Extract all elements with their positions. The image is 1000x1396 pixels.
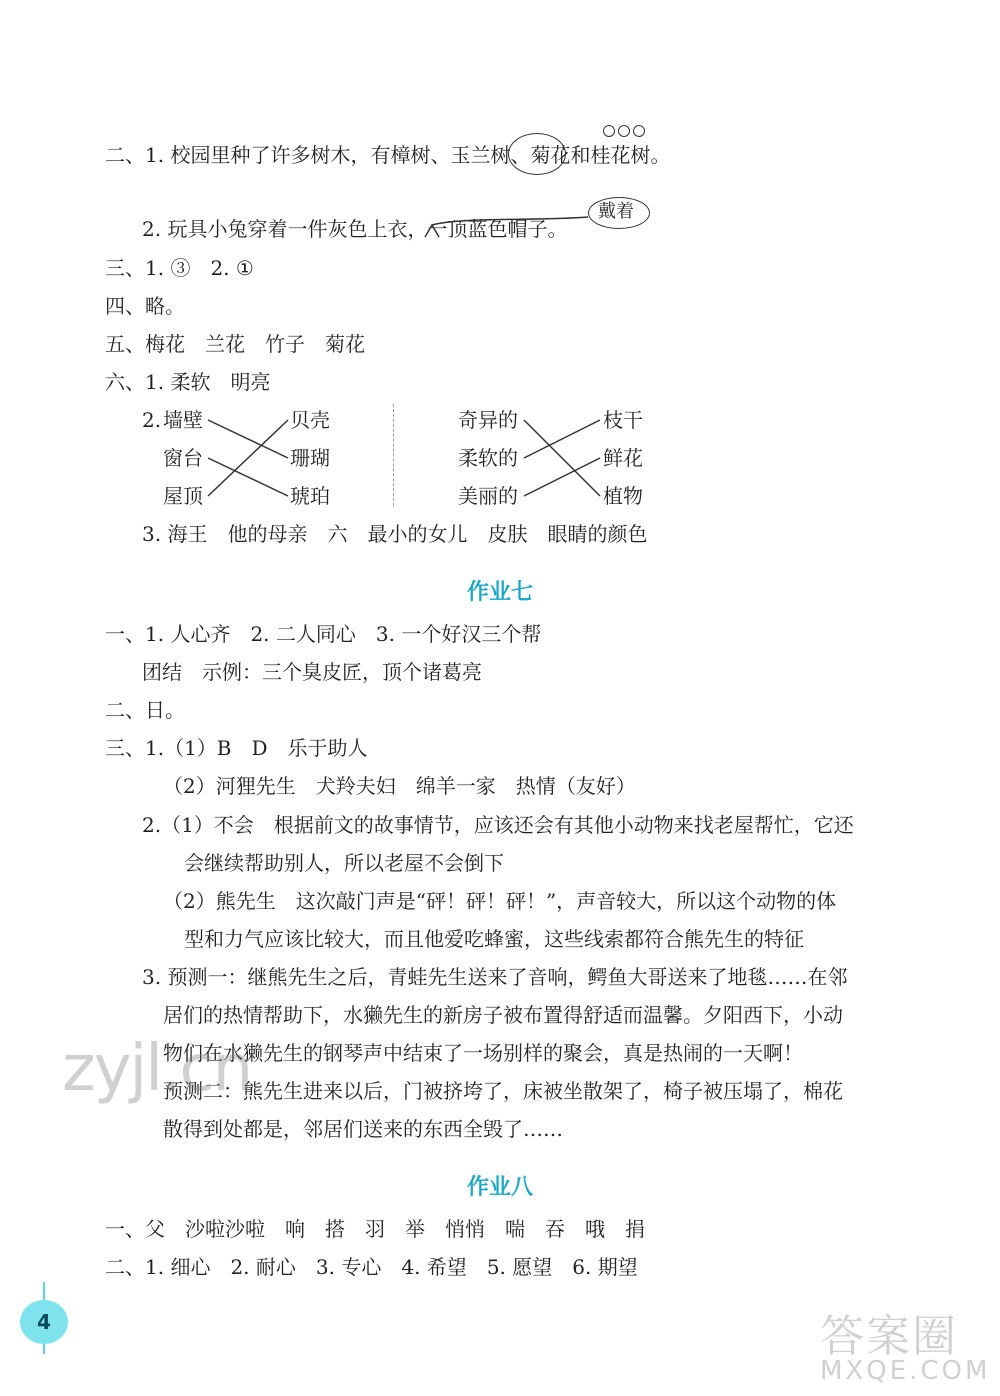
answer-item: 最小的女儿 [367, 522, 468, 546]
answer-item: 明亮 [230, 370, 271, 394]
answer-line: 居们的热情帮助下，水獭先生的新房子被布置得舒适而温馨。夕阳西下，小动 [163, 1003, 843, 1027]
insert-arrow [420, 213, 590, 239]
match-right-b: 枝干 [603, 408, 643, 432]
answer-item: 皮肤 [487, 522, 528, 546]
page-number: 4 [37, 1310, 51, 1334]
answer-item: 3. 海王 [142, 522, 208, 546]
dot-mark [603, 125, 615, 137]
answer-item: 2. 耐心 [230, 1255, 296, 1279]
answer-line [105, 256, 254, 280]
match-left-a: 屋顶 [163, 484, 203, 508]
section-title: 作业七 [466, 579, 533, 605]
answer-item: 3. 专心 [315, 1255, 382, 1279]
answer-line: 物们在水獭先生的钢琴声中结束了一场别样的聚会，真是热闹的一天啊！ [163, 1041, 803, 1065]
answer-item: 一、父 [105, 1217, 165, 1241]
match-left-b: 珊瑚 [290, 446, 330, 470]
answer-line: （2）熊先生 这次敲门声是“砰！砰！砰！”，声音较大，所以这个动物的体 [163, 889, 837, 913]
answer-item: 三、1. ③ [105, 256, 191, 280]
insert-word: 戴着 [598, 201, 634, 222]
answer-line [142, 522, 647, 546]
answer-item: 团结 [142, 660, 182, 684]
watermark-right-en: MXQE.COM [820, 1356, 991, 1386]
answer-item: 犬羚夫妇 [315, 774, 396, 798]
match-right-a: 柔软的 [458, 446, 518, 470]
divider [393, 404, 394, 506]
answer-line: 2. 玩具小兔穿着一件灰色上衣，一顶蓝色帽子。 [142, 217, 568, 241]
answer-item: 绵羊一家 [415, 774, 496, 798]
match-left-a: 墙壁 [163, 408, 203, 432]
answer-line [105, 1255, 638, 1279]
dot-mark [633, 125, 645, 137]
answer-line: 二、日。 [105, 698, 185, 722]
answer-item: 六、1. 柔软 [105, 370, 211, 394]
answer-item: 二、1. 细心 [105, 1255, 211, 1279]
watermark-left: zyjl.cn [62, 1032, 252, 1106]
answer-item: 羽 [365, 1217, 385, 1241]
answer-item: 热情（友好） [515, 774, 636, 798]
answer-item: 乐于助人 [287, 736, 368, 760]
answer-item: 兰花 [205, 332, 245, 356]
answer-item: 4. 希望 [401, 1255, 467, 1279]
answer-item: D [251, 736, 268, 760]
answer-line: 散得到处都是，邻居们送来的东西全毁了…… [163, 1117, 563, 1141]
answer-item: 三、1.（1）B [105, 736, 232, 760]
answer-item: 眼睛的颜色 [547, 522, 648, 546]
match-right-a: 奇异的 [458, 408, 518, 432]
match-right-b: 植物 [603, 484, 643, 508]
answer-line [105, 622, 541, 646]
circle-mark [508, 133, 566, 175]
page-number-badge [20, 1300, 68, 1344]
answer-item: 响 [285, 1217, 305, 1241]
match-lines-right [518, 404, 608, 508]
answer-item: 悄悄 [445, 1217, 485, 1241]
watermark-right-cn: 答案圈 [820, 1311, 958, 1362]
answer-line: 会继续帮助别人，所以老屋不会倒下 [184, 851, 504, 875]
match-right-a: 美丽的 [458, 484, 518, 508]
match-right-b: 鲜花 [603, 446, 643, 470]
answer-item: 他的母亲 [227, 522, 308, 546]
answer-item: 吞 [545, 1217, 565, 1241]
answer-item: 沙啦沙啦 [185, 1217, 265, 1241]
answer-item: 五、梅花 [105, 332, 185, 356]
answer-item: 竹子 [265, 332, 305, 356]
answer-item: 菊花 [325, 332, 365, 356]
match-left-a: 窗台 [163, 446, 203, 470]
answer-item: 捐 [625, 1217, 645, 1241]
match-prefix: 2. [142, 408, 162, 432]
answer-line: 四、略。 [105, 294, 185, 318]
answer-item: 3. 一个好汉三个帮 [375, 622, 542, 646]
answer-line: 预测二：熊先生进来以后，门被挤垮了，床被坐散架了，椅子被压塌了，棉花 [163, 1079, 843, 1103]
answer-item: 一、1. 人心齐 [105, 622, 231, 646]
answer-item: 举 [405, 1217, 425, 1241]
answer-item: 6. 期望 [572, 1255, 638, 1279]
answer-item: （2）河狸先生 [163, 774, 296, 798]
match-left-b: 琥珀 [290, 484, 330, 508]
answer-item: 示例：三个臭皮匠，顶个诸葛亮 [202, 660, 482, 684]
answer-item: 哦 [585, 1217, 605, 1241]
answer-line: 二、1. 校园里种了许多树木，有樟树、玉兰树、菊花和桂花树。 [105, 143, 671, 167]
answer-item: 喘 [505, 1217, 525, 1241]
answer-item: 2. ① [210, 256, 254, 280]
answer-line: 3. 预测一：继熊先生之后，青蛙先生送来了音响，鳄鱼大哥送来了地毯……在邻 [142, 965, 848, 989]
answer-line [105, 332, 365, 356]
answer-line [105, 370, 270, 394]
match-left-b: 贝壳 [290, 408, 330, 432]
answer-item: 搭 [325, 1217, 345, 1241]
answer-line [105, 736, 368, 760]
answer-line [142, 660, 482, 684]
answer-line: 2.（1）不会 根据前文的故事情节，应该还会有其他小动物来找老屋帮忙，它还 [142, 813, 854, 837]
match-lines-left [200, 404, 295, 508]
answer-item: 5. 愿望 [486, 1255, 553, 1279]
answer-item: 六 [327, 522, 348, 546]
dot-mark [618, 125, 630, 137]
answer-line [105, 1217, 645, 1241]
answer-item: 2. 二人同心 [250, 622, 356, 646]
answer-line: 型和力气应该比较大，而且他爱吃蜂蜜，这些线索都符合熊先生的特征 [184, 927, 804, 951]
answer-line [163, 774, 636, 798]
section-title: 作业八 [466, 1174, 533, 1200]
